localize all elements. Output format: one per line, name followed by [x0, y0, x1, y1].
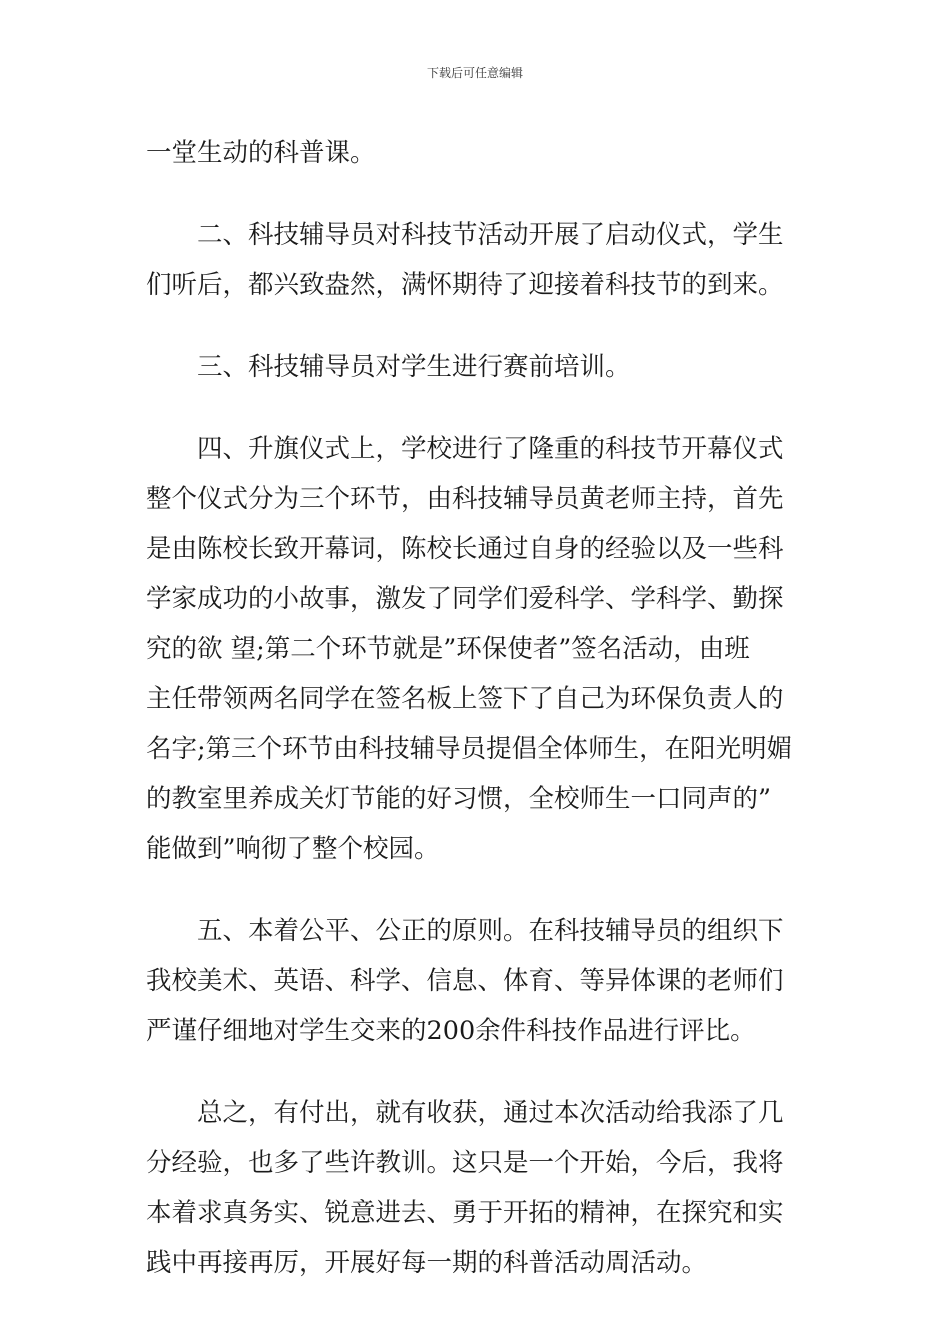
text-line: 践中再接再厉，开展好每一期的科普活动周活动。: [146, 1248, 708, 1278]
text-line: 本着求真务实、锐意进去、勇于开拓的精神，在探究和实: [146, 1198, 784, 1228]
text-line: 四、升旗仪式上，学校进行了隆重的科技节开幕仪式: [197, 434, 784, 464]
text-line: 能做到”响彻了整个校园。: [146, 834, 440, 864]
document-body: [146, 128, 811, 1288]
text-line: 的教室里养成关灯节能的好习惯，全校师生一口同声的”: [146, 784, 772, 814]
page-header: 下载后可任意编辑: [426, 66, 523, 80]
paragraph: [146, 906, 811, 1056]
text-line: 我校美术、英语、科学、信息、体育、等异体课的老师们: [146, 966, 784, 996]
text-line: 学家成功的小故事，激发了同学们爱科学、学科学、勤探: [146, 584, 784, 614]
text-line: 分经验，也多了些许教训。这只是一个开始，今后，我将: [146, 1148, 784, 1178]
paragraph: [146, 424, 811, 874]
text-line: 主任带领两名同学在签名板上签下了自己为环保负责人的: [146, 684, 784, 714]
paragraph: [146, 1088, 811, 1288]
text-line: 整个仪式分为三个环节，由科技辅导员黄老师主持，首先: [146, 484, 784, 514]
paragraph: [146, 210, 811, 310]
text-line: 是由陈校长致开幕词，陈校长通过自身的经验以及一些科: [146, 534, 784, 564]
text-line: 一堂生动的科普课。: [146, 138, 376, 168]
text-line: 五、本着公平、公正的原则。在科技辅导员的组织下: [197, 916, 784, 946]
text-line: 究的欲 望;第二个环节就是”环保使者”签名活动，由班: [146, 634, 750, 664]
text-line: 三、科技辅导员对学生进行赛前培训。: [197, 352, 631, 382]
text-line: 总之，有付出，就有收获，通过本次活动给我添了几: [197, 1098, 784, 1128]
paragraph: [146, 342, 811, 392]
text-line: 名字;第三个环节由科技辅导员提倡全体师生，在阳光明媚: [146, 734, 793, 764]
text-line: 严谨仔细地对学生交来的200余件科技作品进行评比。: [146, 1016, 756, 1046]
paragraph: [146, 128, 811, 178]
text-line: 二、科技辅导员对科技节活动开展了启动仪式，学生: [197, 220, 784, 250]
text-line: 们听后，都兴致盎然，满怀期待了迎接着科技节的到来。: [146, 270, 784, 300]
